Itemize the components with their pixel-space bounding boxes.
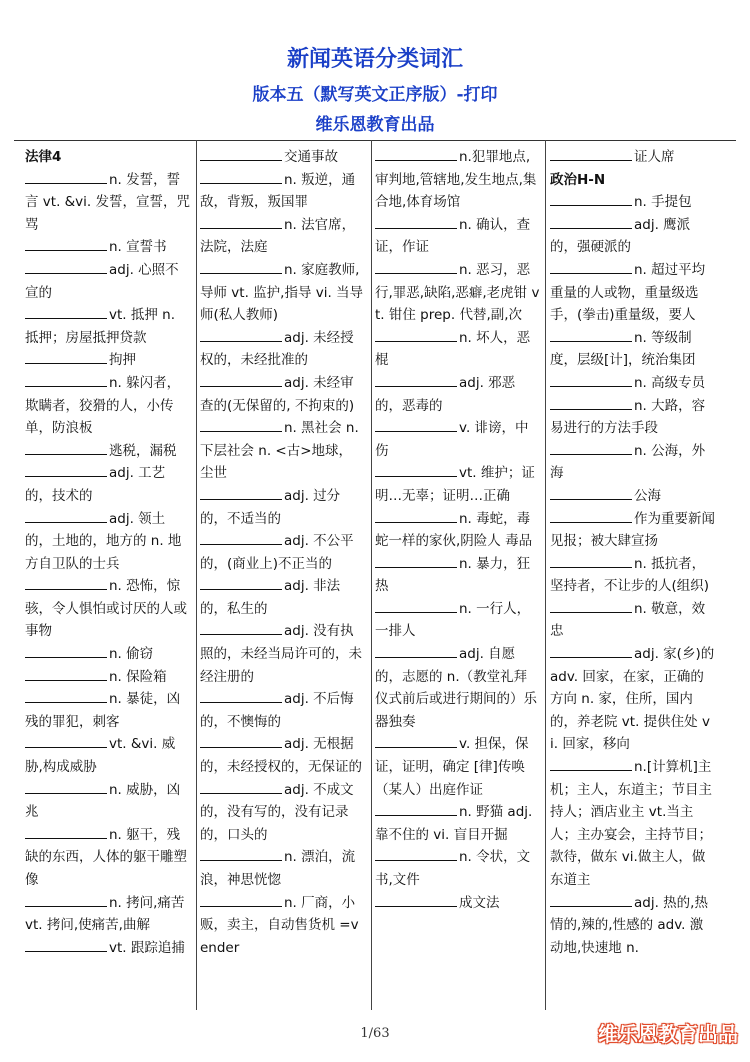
section-heading: 政治H-N xyxy=(550,171,606,188)
answer-blank xyxy=(375,146,457,161)
vocab-entry xyxy=(550,892,715,960)
definition-text: v. 诽谤，中伤 xyxy=(375,420,529,459)
vocab-entry xyxy=(25,643,190,666)
answer-blank xyxy=(200,146,282,161)
definition-text: n.犯罪地点,审判地,管辖地,发生地点,集合地,体育场馆 xyxy=(375,149,537,211)
vocab-entry xyxy=(375,508,540,553)
answer-blank xyxy=(375,508,457,523)
definition-text: n. 发誓，誓言 vt. &vi. 发誓，宣誓，咒骂 xyxy=(25,171,191,233)
definition-text: 证人席 xyxy=(634,149,675,165)
vocab-entry xyxy=(25,236,190,259)
answer-blank xyxy=(375,598,457,613)
vocab-entry xyxy=(200,892,365,960)
vocab-entry xyxy=(25,779,190,824)
answer-blank xyxy=(550,191,632,206)
definition-text: adj. 不成文的，没有写的，没有记录的，口头的 xyxy=(200,781,354,843)
vocab-entry xyxy=(375,146,540,214)
definition-text: adj. 过分的，不适当的 xyxy=(200,487,341,527)
vocab-entry xyxy=(375,259,540,327)
answer-blank xyxy=(375,643,457,658)
definition-text: adj. 不公平的，(商业上)不正当的 xyxy=(200,533,354,572)
vocab-entry xyxy=(375,553,540,598)
vocab-entry xyxy=(375,846,540,891)
vocab-entry xyxy=(550,372,715,395)
vocab-entry xyxy=(550,553,715,598)
answer-blank xyxy=(375,462,457,477)
definition-text: n. 公海，外海 xyxy=(550,442,706,482)
publisher-line: 维乐恩教育出品 xyxy=(315,115,435,135)
vocab-entry xyxy=(550,395,715,440)
answer-blank xyxy=(25,937,107,952)
answer-blank xyxy=(25,733,107,748)
definition-text: vt. 跟踪追捕 xyxy=(109,939,185,956)
definition-text: vt. 维护；证明…无辜；证明…正确 xyxy=(375,465,535,504)
vocab-entry xyxy=(375,801,540,846)
vocab-entry xyxy=(25,824,190,892)
vocab-entry xyxy=(375,733,540,801)
definition-text: n. 躲闪者，欺瞒者，狡猾的人，小传单，防浪板 xyxy=(25,374,181,437)
definition-text: n. 恐怖，惊骇，令人惧怕或讨厌的人或事物 xyxy=(25,578,187,640)
definition-text: vt. &vi. 威胁,构成威胁 xyxy=(25,736,176,776)
answer-blank xyxy=(375,214,457,229)
vocab-entry xyxy=(25,508,190,576)
vocab-entry xyxy=(25,169,190,237)
answer-blank xyxy=(375,846,457,861)
answer-blank xyxy=(550,508,632,523)
vocab-entry xyxy=(200,146,365,169)
answer-blank xyxy=(25,508,107,523)
vocab-entry xyxy=(200,779,365,847)
definition-text: n. 大路，容易进行的方法手段 xyxy=(550,397,706,437)
definition-text: n. 高级专员 xyxy=(634,374,706,391)
definition-text: n. 宣誓书 xyxy=(109,239,167,256)
definition-text: n. 叛逆，通敌，背叛，叛国罪 xyxy=(200,171,356,211)
definition-text: 成文法 xyxy=(459,894,500,911)
definition-text: 交通事故 xyxy=(284,149,338,165)
answer-blank xyxy=(25,236,107,251)
answer-blank xyxy=(25,824,107,839)
vocab-entry xyxy=(375,417,540,462)
answer-blank xyxy=(375,553,457,568)
definition-text: n. 超过平均重量的人或物，重量级选手，(拳击)重量级，要人 xyxy=(550,261,706,324)
definition-text: n. 躯干，残缺的东西，人体的躯干雕塑像 xyxy=(25,826,187,888)
vocab-entry xyxy=(550,598,715,643)
vocab-entry xyxy=(25,372,190,440)
answer-blank xyxy=(25,304,107,319)
answer-blank xyxy=(25,688,107,703)
definition-text: adj. 心照不宣的 xyxy=(25,261,179,301)
definition-text: n. 等级制度，层级[计]，统治集团 xyxy=(550,329,696,369)
definition-text: n. 家庭教师,导师 vt. 监护,指导 vi. 当导师(私人教师) xyxy=(200,261,364,324)
definition-text: adj. 无根据的，未经授权的，无保证的 xyxy=(200,736,362,776)
definition-text: n. 威胁，凶兆 xyxy=(25,781,181,821)
vocab-entry xyxy=(25,666,190,689)
vocab-entry xyxy=(200,417,365,485)
definition-text: adj. 热的,热情的,辣的,性感的 adv. 激动地,快速地 n. xyxy=(550,894,708,956)
vocab-entry xyxy=(550,485,715,508)
definition-text: adj. 未经授权的，未经批准的 xyxy=(200,329,354,369)
answer-blank xyxy=(375,259,457,274)
vocab-entry xyxy=(200,372,365,417)
definition-text: n. 偷窃 xyxy=(109,646,154,663)
vocab-entry xyxy=(375,643,540,733)
vocab-entry xyxy=(375,372,540,417)
vocab-entry xyxy=(200,846,365,891)
vocab-entry xyxy=(375,214,540,259)
vocab-entry xyxy=(550,214,715,259)
answer-blank xyxy=(200,327,282,342)
answer-blank xyxy=(200,779,282,794)
definition-text: n. 坏人，恶棍 xyxy=(375,329,531,369)
definition-text: n.[计算机]主机；主人，东道主；节目主持人；酒店业主 vt.当主人；主办宴会，主持节目；款待，做东 vi.做主人，做东道主 xyxy=(550,759,712,888)
answer-blank xyxy=(200,372,282,387)
vocab-column-1 xyxy=(25,146,190,959)
answer-blank xyxy=(200,530,282,545)
answer-blank xyxy=(200,575,282,590)
column-divider xyxy=(196,140,197,1010)
definition-text: adj. 没有执照的，未经当局许可的，未经注册的 xyxy=(200,623,362,685)
vocab-entry xyxy=(375,598,540,643)
answer-blank xyxy=(200,892,282,907)
vocab-entry xyxy=(25,462,190,507)
publisher-watermark: 维乐恩教育出品 xyxy=(598,1022,738,1046)
definition-text: adj. 邪恶的，恶毒的 xyxy=(375,374,516,414)
definition-text: n. 拷问,痛苦 vt. 拷问,使痛苦,曲解 xyxy=(25,894,185,934)
vocab-entry xyxy=(200,169,365,214)
definition-text: adj. 非法的，私生的 xyxy=(200,578,341,617)
page-title: 新闻英语分类词汇 xyxy=(286,47,463,72)
answer-blank xyxy=(375,417,457,432)
vocab-column-4 xyxy=(550,146,715,959)
header-rule xyxy=(14,140,736,141)
vocab-entry xyxy=(200,688,365,733)
definition-text: n. 手提包 xyxy=(634,194,692,211)
definition-text: adj. 鹰派的，强硬派的 xyxy=(550,216,691,256)
answer-blank xyxy=(25,259,107,274)
definition-text: vt. 抵押 n. 抵押；房屋抵押贷款 xyxy=(25,307,176,346)
vocab-entry xyxy=(550,508,715,553)
definition-text: 逃税，漏税 xyxy=(109,442,177,459)
answer-blank xyxy=(375,327,457,342)
definition-text: n. 敬意，效忠 xyxy=(550,600,706,640)
answer-blank xyxy=(200,214,282,229)
definition-text: n. 漂泊，流浪，神思恍惚 xyxy=(200,849,356,888)
definition-text: n. 确认，查证，作证 xyxy=(375,216,531,256)
answer-blank xyxy=(25,892,107,907)
answer-blank xyxy=(200,259,282,274)
vocab-entry xyxy=(375,892,540,915)
vocab-entry xyxy=(200,620,365,688)
answer-blank xyxy=(200,169,282,184)
answer-blank xyxy=(25,440,107,455)
answer-blank xyxy=(550,259,632,274)
answer-blank xyxy=(550,214,632,229)
column-divider xyxy=(545,140,546,1010)
answer-blank xyxy=(200,846,282,861)
page-number: 1/63 xyxy=(360,1026,390,1041)
definition-text: 公海 xyxy=(634,487,661,504)
answer-blank xyxy=(550,395,632,410)
vocab-entry xyxy=(25,937,190,960)
definition-text: n. 毒蛇，毒蛇一样的家伙,阴险人 毒品 xyxy=(375,510,533,550)
definition-text: n. 保险箱 xyxy=(109,668,167,685)
definition-text: n. 黑社会 n. 下层社会 n. <古>地球，尘世 xyxy=(200,420,359,482)
vocab-entry xyxy=(550,259,715,327)
answer-blank xyxy=(200,620,282,635)
definition-text: adj. 家(乡)的 adv. 回家，在家，正确的方向 n. 家，住所，国内的，养老院 vt. 提供住处 vi. 回家，移向 xyxy=(550,646,715,753)
answer-blank xyxy=(550,598,632,613)
definition-text: n. 令状，文书,文件 xyxy=(375,849,531,888)
vocab-entry xyxy=(25,575,190,643)
answer-blank xyxy=(200,485,282,500)
definition-text: n. 一行人，一排人 xyxy=(375,600,531,640)
answer-blank xyxy=(375,372,457,387)
vocab-entry xyxy=(550,191,715,214)
definition-text: n. 恶习，恶行,罪恶,缺陷,恶癖,老虎钳 vt. 钳住 prep. 代替,副,次 xyxy=(375,261,540,324)
vocab-entry xyxy=(200,733,365,778)
definition-text: v. 担保，保证，证明，确定 [律]传唤（某人）出庭作证 xyxy=(375,736,529,798)
definition-text: 拘押 xyxy=(109,352,136,369)
column-divider xyxy=(371,140,372,1010)
answer-blank xyxy=(200,733,282,748)
vocab-entry xyxy=(375,327,540,372)
definition-text: n. 野猫 adj. 靠不住的 vi. 盲目开掘 xyxy=(375,804,533,843)
definition-text: 作为重要新闻见报；被大肆宣扬 xyxy=(550,510,715,550)
definition-text: n. 法官席，法院，法庭 xyxy=(200,216,356,256)
answer-blank xyxy=(25,643,107,658)
vocab-entry xyxy=(25,304,190,349)
answer-blank xyxy=(550,327,632,342)
vocab-entry xyxy=(25,349,190,372)
vocab-entry xyxy=(550,146,715,169)
vocab-entry xyxy=(550,756,715,892)
vocab-entry xyxy=(550,440,715,485)
answer-blank xyxy=(550,643,632,658)
answer-blank xyxy=(200,688,282,703)
answer-blank xyxy=(375,801,457,816)
vocab-entry xyxy=(200,530,365,575)
vocab-entry xyxy=(200,575,365,620)
answer-blank xyxy=(25,372,107,387)
definition-text: n. 暴徒，凶残的罪犯，刺客 xyxy=(25,691,181,730)
definition-text: adj. 自愿的，志愿的 n.（教堂礼拜仪式前后或进行期间的）乐器独奏 xyxy=(375,646,537,730)
answer-blank xyxy=(550,756,632,771)
answer-blank xyxy=(375,733,457,748)
vocab-entry xyxy=(375,462,540,507)
answer-blank xyxy=(25,575,107,590)
vocab-entry xyxy=(25,440,190,463)
answer-blank xyxy=(375,892,457,907)
definition-text: n. 暴力，狂热 xyxy=(375,555,531,595)
vocab-entry xyxy=(200,214,365,259)
vocab-entry xyxy=(25,733,190,778)
vocab-entry xyxy=(550,327,715,372)
section-heading: 法律4 xyxy=(25,149,62,165)
answer-blank xyxy=(25,169,107,184)
answer-blank xyxy=(550,440,632,455)
vocab-entry xyxy=(200,327,365,372)
answer-blank xyxy=(550,485,632,500)
vocab-entry xyxy=(200,259,365,327)
definition-text: adj. 工艺的，技术的 xyxy=(25,465,166,504)
answer-blank xyxy=(200,417,282,432)
vocab-entry xyxy=(25,688,190,733)
answer-blank xyxy=(25,779,107,794)
definition-text: adj. 不后悔的，不懊悔的 xyxy=(200,691,354,730)
answer-blank xyxy=(550,372,632,387)
answer-blank xyxy=(25,666,107,681)
vocab-entry xyxy=(25,259,190,304)
vocab-entry xyxy=(200,485,365,530)
answer-blank xyxy=(550,146,632,161)
answer-blank xyxy=(550,892,632,907)
vocab-column-2 xyxy=(200,146,365,959)
definition-text: adj. 领土的，土地的，地方的 n. 地方自卫队的士兵 xyxy=(25,510,182,572)
definition-text: n. 厂商，小贩，卖主，自动售货机 =vender xyxy=(200,894,359,956)
answer-blank xyxy=(550,553,632,568)
answer-blank xyxy=(25,462,107,477)
vocab-entry xyxy=(25,892,190,937)
vocab-column-3 xyxy=(375,146,540,914)
definition-text: adj. 未经审查的(无保留的, 不拘束的) xyxy=(200,374,355,414)
vocab-entry xyxy=(550,643,715,756)
definition-text: n. 抵抗者，坚持者，不让步的人(组织) xyxy=(550,555,710,595)
answer-blank xyxy=(25,349,107,364)
page-subtitle: 版本五（默写英文正序版）-打印 xyxy=(252,85,498,105)
